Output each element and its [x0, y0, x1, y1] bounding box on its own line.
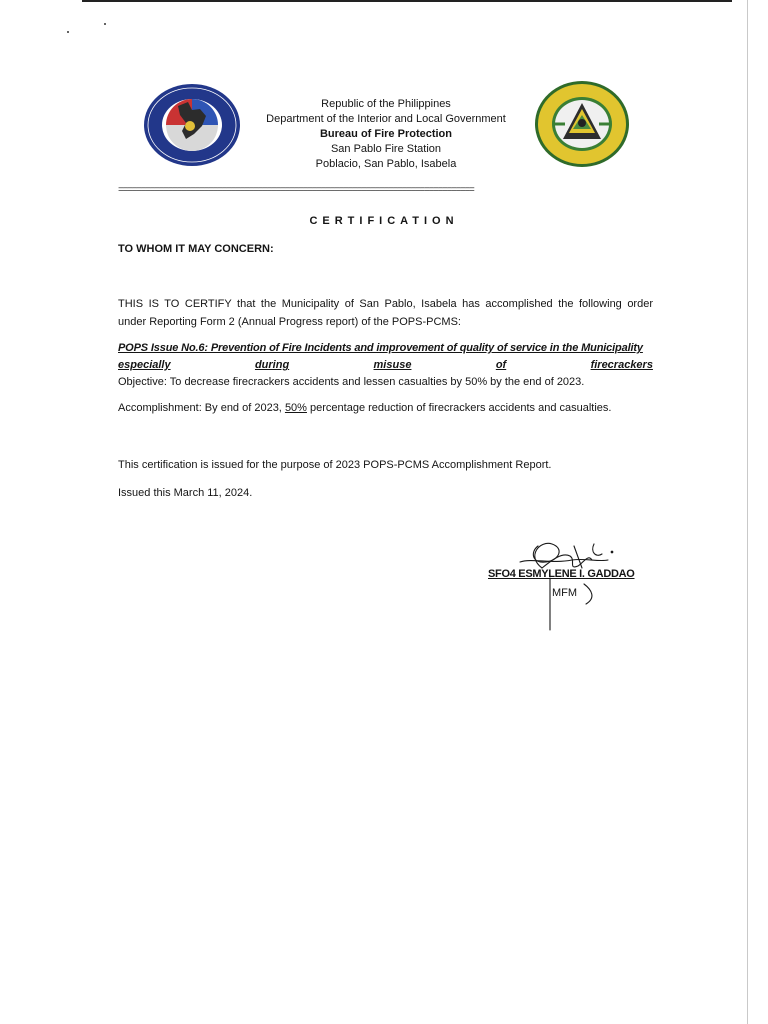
letterhead [240, 97, 532, 172]
purpose-statement: This certification is issued for the purpose of 2023 POPS-PCMS Accomplishment Report. [118, 459, 552, 471]
double-rule-divider: =============================================================================== [118, 184, 474, 195]
pops-issue-continuation [118, 357, 653, 374]
accomplishment-percentage: 50% [284, 402, 307, 414]
certify-line-2: under Reporting Form 2 (Annual Progress report) of the POPS-PCMS: [118, 316, 461, 328]
scan-edge-right [747, 0, 748, 1024]
scan-speck [67, 31, 69, 33]
accomplishment-text [118, 402, 611, 414]
letterhead-republic: Republic of the Philippines [321, 98, 451, 110]
issue-word: especially [118, 359, 171, 371]
certify-line-1: THIS IS TO CERTIFY that the Municipality of San Pablo, Isabela has accomplished the following order [118, 298, 653, 310]
accomplishment-suffix: percentage reduction of firecrackers accidents and casualties. [306, 402, 612, 414]
municipal-seal-logo [533, 79, 631, 169]
certify-paragraph [118, 295, 653, 331]
document-title: CERTIFICATION [309, 215, 459, 227]
objective-text: Objective: To decrease firecrackers accidents and lessen casualties by 50% by the end of 2023. [118, 376, 585, 388]
signatory-designation: MFM [552, 587, 578, 599]
handwritten-signature [512, 538, 622, 633]
letterhead-station: San Pablo Fire Station [330, 143, 442, 155]
signatory-name: SFO4 ESMYLENE I. GADDAO [488, 568, 635, 580]
bfp-seal-logo [142, 75, 286, 168]
accomplishment-prefix: Accomplishment: By end of 2023, [118, 402, 285, 414]
issued-date: Issued this March 11, 2024. [118, 487, 253, 499]
pops-issue-title: POPS Issue No.6: Prevention of Fire Incidents and improvement of quality of service in the Municipality [118, 342, 643, 354]
scan-edge-top [82, 0, 732, 2]
letterhead-address: Poblacio, San Pablo, Isabela [315, 158, 457, 170]
salutation: TO WHOM IT MAY CONCERN: [118, 243, 274, 255]
pops-issue-block [118, 340, 653, 391]
letterhead-department: Department of the Interior and Local Government [266, 113, 506, 125]
letterhead-bureau: Bureau of Fire Protection [319, 128, 453, 140]
issue-word: firecrackers [590, 359, 653, 371]
scan-speck [104, 23, 106, 25]
issue-word: misuse [373, 359, 412, 371]
issue-word: during [254, 359, 290, 371]
issue-word: of [495, 359, 507, 371]
bfp-seal-top-text: BUREAU OF FIRE PROTECTION [142, 75, 286, 85]
